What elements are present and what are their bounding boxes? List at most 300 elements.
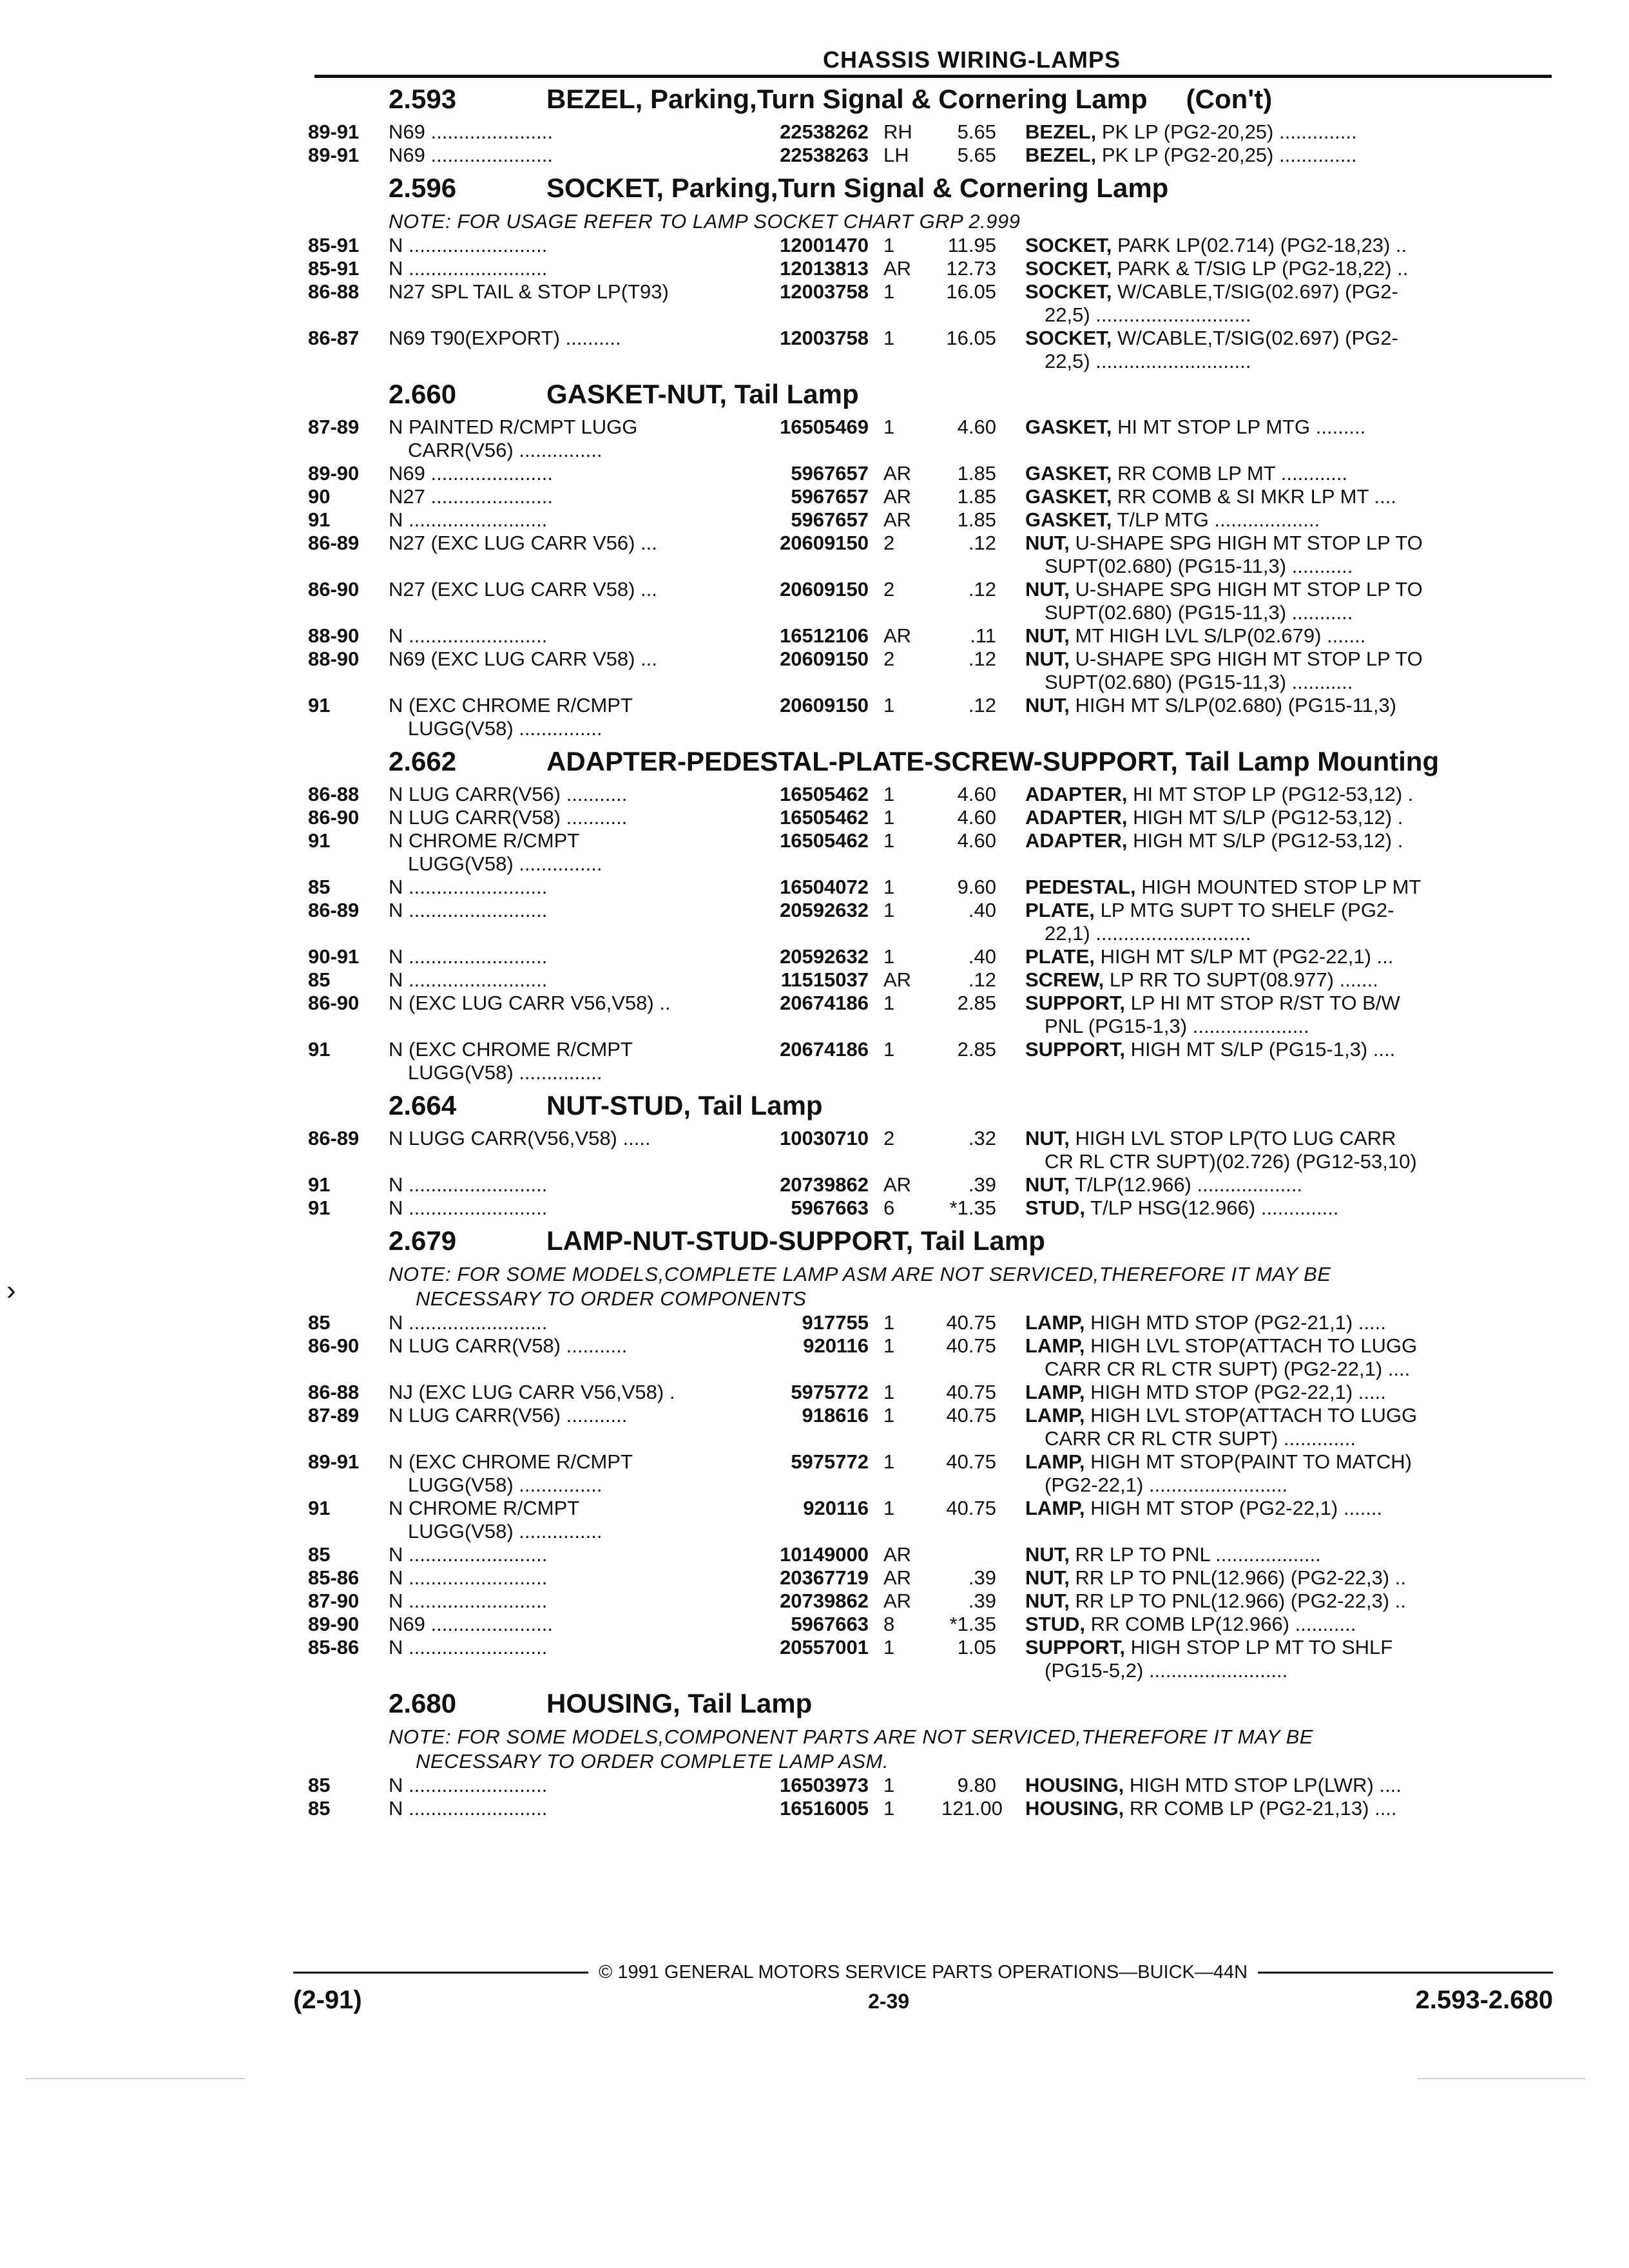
parts-row <box>308 806 1552 829</box>
part-number: 917755 <box>802 1311 869 1334</box>
description-line <box>1025 1566 1406 1589</box>
price: 2.85 <box>957 1038 996 1061</box>
footer-rule-left <box>293 1972 588 1974</box>
note-line: NOTE: FOR USAGE REFER TO LAMP SOCKET CHART GRP 2.999 <box>389 210 1021 233</box>
model-years: 87-89 <box>308 1404 360 1427</box>
model-years: 90-91 <box>308 945 360 968</box>
description-line <box>1025 532 1423 554</box>
quantity: AR <box>883 624 912 647</box>
description-line <box>1025 144 1357 166</box>
price: 9.60 <box>957 876 996 898</box>
description-line <box>1025 1127 1396 1149</box>
part-description <box>1025 968 1552 992</box>
price: 4.60 <box>957 806 996 829</box>
model-usage <box>389 144 749 167</box>
description-line <box>1025 120 1357 143</box>
part-name: GASKET, <box>1025 416 1112 438</box>
model-usage <box>389 234 749 257</box>
part-name: SOCKET, <box>1025 280 1112 303</box>
model-usage <box>389 992 749 1038</box>
quantity: AR <box>883 257 912 280</box>
description-continuation: 22,5) ............................ <box>1045 303 1251 326</box>
parts-row <box>308 485 1552 508</box>
description-line <box>1025 1173 1302 1196</box>
model-usage <box>389 1038 749 1084</box>
description-continuation: CARR CR RL CTR SUPT) ............. <box>1045 1427 1356 1450</box>
price <box>941 1543 1025 1566</box>
quantity: 1 <box>883 416 895 438</box>
description-line <box>1025 992 1400 1014</box>
model-years: 86-88 <box>308 1381 360 1403</box>
part-name: GASKET, <box>1025 462 1112 485</box>
section-number: 2.596 <box>389 173 457 203</box>
price: .12 <box>968 578 996 601</box>
model-usage-line: N ......................... <box>389 1566 548 1589</box>
quantity: 2 <box>883 1127 895 1149</box>
part-number: 22538262 <box>780 120 869 143</box>
part-number: 20609150 <box>780 578 869 601</box>
part-description <box>1025 1774 1552 1797</box>
part-name: ADAPTER, <box>1025 783 1128 805</box>
description-text: U-SHAPE SPG HIGH MT STOP LP TO <box>1075 532 1423 554</box>
quantity: 1 <box>883 1636 895 1658</box>
section-number: 2.679 <box>389 1225 457 1256</box>
parts-row <box>308 578 1552 624</box>
section-title: GASKET-NUT, Tail Lamp <box>546 379 859 409</box>
catalog-page <box>308 45 1552 1820</box>
part-number: 20674186 <box>780 992 869 1014</box>
part-description <box>1025 1334 1552 1381</box>
part-description <box>1025 945 1552 968</box>
part-description <box>1025 120 1552 144</box>
model-years: 85 <box>308 1797 331 1820</box>
parts-row <box>308 257 1552 280</box>
part-name: LAMP, <box>1025 1381 1085 1403</box>
quantity: 1 <box>883 694 895 716</box>
part-number: 11515037 <box>780 968 869 991</box>
quantity: 1 <box>883 327 895 349</box>
model-years: 86-90 <box>308 806 360 829</box>
parts-row <box>308 416 1552 462</box>
section-heading <box>389 1682 1552 1725</box>
part-number: 20674186 <box>780 1038 869 1061</box>
model-usage <box>389 1590 749 1613</box>
part-name: HOUSING, <box>1025 1774 1124 1796</box>
section-number: 2.662 <box>389 746 457 776</box>
model-usage <box>389 508 749 532</box>
footer-copyright: © 1991 GENERAL MOTORS SERVICE PARTS OPERATIONS—BUICK—44N <box>598 1962 1248 1983</box>
model-years: 89-90 <box>308 462 360 485</box>
model-years: 86-89 <box>308 899 360 921</box>
description-line <box>1025 1381 1386 1403</box>
parts-row <box>308 876 1552 899</box>
model-years: 91 <box>308 694 331 716</box>
description-text: HIGH MTD STOP (PG2-22,1) ..... <box>1090 1381 1386 1403</box>
description-line <box>1025 280 1398 303</box>
part-number: 10030710 <box>780 1127 869 1149</box>
parts-row <box>308 280 1552 327</box>
model-usage-line: N69 ...................... <box>389 1613 553 1635</box>
quantity: AR <box>883 1590 912 1612</box>
part-name: SOCKET, <box>1025 257 1112 280</box>
footer-range: 2.593-2.680 <box>1415 1986 1553 2014</box>
section-2-660 <box>308 373 1552 740</box>
description-line <box>1025 1311 1386 1334</box>
part-name: SUPPORT, <box>1025 1636 1126 1658</box>
price: .12 <box>968 968 996 991</box>
model-years: 86-90 <box>308 578 360 601</box>
model-usage <box>389 945 749 968</box>
footer-page-number: 2-39 <box>868 1990 910 2013</box>
footer-rule-right <box>1258 1972 1553 1974</box>
price: 4.60 <box>957 829 996 852</box>
part-number: 5967657 <box>791 508 869 531</box>
part-number: 20592632 <box>780 899 869 921</box>
model-usage <box>389 120 749 144</box>
description-line <box>1025 806 1403 829</box>
part-name: NUT, <box>1025 1590 1070 1612</box>
quantity: AR <box>883 1566 912 1589</box>
parts-row <box>308 694 1552 740</box>
description-text: HI MT STOP LP MTG ......... <box>1117 416 1366 438</box>
section-2-680 <box>308 1682 1552 1820</box>
price: .39 <box>968 1566 996 1589</box>
part-description <box>1025 234 1552 257</box>
quantity: 8 <box>883 1613 895 1635</box>
part-name: NUT, <box>1025 578 1070 601</box>
part-number: 5975772 <box>791 1381 869 1403</box>
part-name: NUT, <box>1025 624 1070 647</box>
price: .12 <box>968 532 996 554</box>
quantity: 1 <box>883 992 895 1014</box>
model-usage-line: N ......................... <box>389 1173 548 1196</box>
quantity: 1 <box>883 806 895 829</box>
quantity: AR <box>883 508 912 531</box>
part-name: GASKET, <box>1025 508 1112 531</box>
price: 1.05 <box>957 1636 996 1658</box>
part-number: 12001470 <box>780 234 869 256</box>
description-line <box>1025 1497 1382 1519</box>
section-2-662 <box>308 740 1552 1084</box>
model-usage-line: LUGG(V58) ............... <box>408 852 602 875</box>
model-usage-line: N PAINTED R/CMPT LUGG <box>389 416 638 438</box>
part-description <box>1025 1038 1552 1084</box>
model-years: 86-88 <box>308 280 360 303</box>
section-title: SOCKET, Parking,Turn Signal & Cornering Lamp <box>546 173 1169 203</box>
model-years: 89-90 <box>308 1613 360 1635</box>
part-number: 5967663 <box>791 1613 869 1635</box>
part-description <box>1025 1127 1552 1173</box>
section-title: LAMP-NUT-STUD-SUPPORT, Tail Lamp <box>546 1225 1045 1256</box>
model-usage-line: LUGG(V58) ............... <box>408 1520 602 1542</box>
model-years: 85 <box>308 1543 331 1566</box>
description-line <box>1025 1334 1417 1357</box>
description-continuation: SUPT(02.680) (PG15-11,3) ........... <box>1045 671 1353 693</box>
model-usage-line: N ......................... <box>389 234 548 256</box>
description-text: RR LP TO PNL(12.966) (PG2-22,3) .. <box>1075 1590 1406 1612</box>
part-description <box>1025 1613 1552 1636</box>
margin-mark: › <box>6 1274 16 1306</box>
model-usage <box>389 1566 749 1590</box>
parts-row <box>308 1566 1552 1590</box>
part-number: 5975772 <box>791 1450 869 1473</box>
description-text: T/LP(12.966) ................... <box>1074 1173 1303 1196</box>
description-line <box>1025 327 1398 349</box>
description-text: PARK & T/SIG LP (PG2-18,22) .. <box>1117 257 1409 280</box>
quantity: 1 <box>883 1450 895 1473</box>
part-number: 16505462 <box>780 783 869 805</box>
model-years: 87-90 <box>308 1590 360 1612</box>
model-usage-line: N LUG CARR(V56) ........... <box>389 1404 628 1427</box>
description-text: HIGH LVL STOP(ATTACH TO LUGG <box>1090 1334 1418 1357</box>
part-description <box>1025 1590 1552 1613</box>
part-description <box>1025 1566 1552 1590</box>
description-text: HI MT STOP LP (PG12-53,12) . <box>1133 783 1414 805</box>
model-usage-line: N ......................... <box>389 945 548 968</box>
description-continuation: SUPT(02.680) (PG15-11,3) ........... <box>1045 555 1353 577</box>
description-continuation: 22,1) ............................ <box>1045 922 1251 945</box>
part-description <box>1025 1636 1552 1682</box>
price: 40.75 <box>946 1450 996 1473</box>
part-name: LAMP, <box>1025 1404 1085 1427</box>
part-description <box>1025 1450 1552 1497</box>
quantity: 1 <box>883 945 895 968</box>
price: 9.80 <box>957 1774 996 1796</box>
quantity: AR <box>883 1543 912 1566</box>
quantity: 1 <box>883 1334 895 1357</box>
parts-row <box>308 1590 1552 1613</box>
part-name: PLATE, <box>1025 945 1095 968</box>
parts-row <box>308 120 1552 144</box>
description-line <box>1025 1613 1356 1635</box>
model-usage <box>389 1450 749 1497</box>
section-title: ADAPTER-PEDESTAL-PLATE-SCREW-SUPPORT, Tail Lamp Mounting <box>546 746 1440 776</box>
quantity: 1 <box>883 280 895 303</box>
model-usage-line: N69 T90(EXPORT) .......... <box>389 327 621 349</box>
part-number: 12013813 <box>780 257 869 280</box>
part-number: 20739862 <box>780 1173 869 1196</box>
description-text: U-SHAPE SPG HIGH MT STOP LP TO <box>1075 578 1423 601</box>
model-years: 85 <box>308 876 331 898</box>
price: 16.05 <box>946 280 996 303</box>
part-description <box>1025 1311 1552 1334</box>
model-years: 86-87 <box>308 327 360 349</box>
parts-row <box>308 1450 1552 1497</box>
part-number: 5967657 <box>791 462 869 485</box>
quantity: AR <box>883 1173 912 1196</box>
description-text: U-SHAPE SPG HIGH MT STOP LP TO <box>1075 648 1423 670</box>
part-number: 5967657 <box>791 485 869 508</box>
description-line <box>1025 1636 1393 1658</box>
part-name: ADAPTER, <box>1025 829 1128 852</box>
model-usage <box>389 578 749 624</box>
parts-row <box>308 462 1552 485</box>
model-usage <box>389 829 749 876</box>
description-text: HIGH LVL STOP LP(TO LUG CARR <box>1075 1127 1396 1149</box>
part-name: SUPPORT, <box>1025 1038 1126 1061</box>
quantity: AR <box>883 968 912 991</box>
quantity: 2 <box>883 532 895 554</box>
part-description <box>1025 806 1552 829</box>
model-years: 89-91 <box>308 144 360 166</box>
part-number: 20592632 <box>780 945 869 968</box>
description-line <box>1025 876 1421 898</box>
quantity: 1 <box>883 876 895 898</box>
part-name: SUPPORT, <box>1025 992 1126 1014</box>
price: 4.60 <box>957 416 996 438</box>
price: .40 <box>968 899 996 921</box>
part-number: 16505469 <box>780 416 869 438</box>
part-number: 10149000 <box>780 1543 869 1566</box>
model-usage-line: N ......................... <box>389 1311 548 1334</box>
model-usage-line: N ......................... <box>389 1797 548 1820</box>
part-name: NUT, <box>1025 1543 1070 1566</box>
part-description <box>1025 532 1552 578</box>
parts-row <box>308 1381 1552 1404</box>
quantity: 1 <box>883 234 895 256</box>
description-line <box>1025 1450 1412 1473</box>
model-usage-line: N ......................... <box>389 1543 548 1566</box>
description-text: RR COMB LP (PG2-21,13) .... <box>1129 1797 1397 1820</box>
quantity: 1 <box>883 783 895 805</box>
parts-row <box>308 1038 1552 1084</box>
model-years: 85 <box>308 1774 331 1796</box>
part-description <box>1025 578 1552 624</box>
section-note <box>389 1262 1552 1311</box>
description-text: HIGH MT S/LP (PG12-53,12) . <box>1133 829 1403 852</box>
model-years: 87-89 <box>308 416 360 438</box>
parts-row <box>308 829 1552 876</box>
model-usage-line: N LUGG CARR(V56,V58) ..... <box>389 1127 651 1149</box>
part-number: 16516005 <box>780 1797 869 1820</box>
description-text: PARK LP(02.714) (PG2-18,23) .. <box>1117 234 1407 256</box>
price: 16.05 <box>946 327 996 349</box>
price: *1.35 <box>949 1613 996 1635</box>
parts-row <box>308 327 1552 373</box>
model-usage-line: N (EXC CHROME R/CMPT <box>389 694 633 716</box>
part-number: 20609150 <box>780 648 869 670</box>
part-number: 920116 <box>803 1334 869 1357</box>
parts-row <box>308 1311 1552 1334</box>
part-name: NUT, <box>1025 648 1070 670</box>
part-description <box>1025 280 1552 327</box>
section-continued: (Con't) <box>1186 84 1273 114</box>
price: 5.65 <box>957 120 996 143</box>
model-usage-line: N27 (EXC LUG CARR V58) ... <box>389 578 657 601</box>
parts-row <box>308 532 1552 578</box>
price: .12 <box>968 694 996 716</box>
model-usage <box>389 624 749 648</box>
footer-copyright-line <box>293 1962 1553 1983</box>
model-years: 85 <box>308 968 331 991</box>
parts-row <box>308 1613 1552 1636</box>
model-years: 89-91 <box>308 120 360 143</box>
part-number: 12003758 <box>780 280 869 303</box>
part-name: LAMP, <box>1025 1334 1085 1357</box>
model-usage-line: N27 ...................... <box>389 485 553 508</box>
model-usage-line: LUGG(V58) ............... <box>408 717 602 740</box>
section-2-596 <box>308 167 1552 373</box>
part-description <box>1025 992 1552 1038</box>
section-note <box>389 1725 1552 1774</box>
model-usage-line: N ......................... <box>389 1636 548 1658</box>
section-number: 2.664 <box>389 1090 457 1120</box>
description-text: LP MTG SUPT TO SHELF (PG2- <box>1100 899 1394 921</box>
model-usage-line: N ......................... <box>389 508 548 531</box>
description-line <box>1025 945 1393 968</box>
model-years: 91 <box>308 1497 331 1519</box>
model-usage <box>389 280 749 327</box>
model-usage-line: N CHROME R/CMPT <box>389 1497 580 1519</box>
model-usage-line: N ......................... <box>389 968 548 991</box>
page-title: CHASSIS WIRING-LAMPS <box>822 46 1121 73</box>
model-usage <box>389 806 749 829</box>
model-usage-line: N ......................... <box>389 876 548 898</box>
description-text: HIGH MT STOP (PG2-22,1) ....... <box>1090 1497 1383 1519</box>
model-years: 91 <box>308 508 331 531</box>
price: 40.75 <box>946 1404 996 1427</box>
part-number: 20367719 <box>780 1566 869 1589</box>
model-usage-line: N69 (EXC LUG CARR V58) ... <box>389 648 657 670</box>
description-line <box>1025 624 1365 647</box>
description-text: T/LP HSG(12.966) .............. <box>1090 1196 1339 1219</box>
section-heading <box>389 740 1552 783</box>
part-number: 20609150 <box>780 532 869 554</box>
description-text: RR COMB LP MT ............ <box>1117 462 1348 485</box>
description-line <box>1025 899 1394 921</box>
part-name: NUT, <box>1025 1127 1070 1149</box>
description-text: LP RR TO SUPT(08.977) ....... <box>1109 968 1378 991</box>
model-usage <box>389 1543 749 1566</box>
part-name: NUT, <box>1025 532 1070 554</box>
model-years: 91 <box>308 1173 331 1196</box>
description-continuation: CARR CR RL CTR SUPT) (PG2-22,1) .... <box>1045 1358 1411 1380</box>
description-text: HIGH MTD STOP LP(LWR) .... <box>1129 1774 1402 1796</box>
quantity: 1 <box>883 1774 895 1796</box>
part-description <box>1025 694 1552 740</box>
model-years: 86-89 <box>308 532 360 554</box>
price: 40.75 <box>946 1334 996 1357</box>
part-description <box>1025 485 1552 508</box>
description-continuation: PNL (PG15-1,3) ..................... <box>1045 1015 1309 1037</box>
part-description <box>1025 783 1552 806</box>
description-line <box>1025 1797 1397 1820</box>
description-continuation: (PG2-22,1) ......................... <box>1045 1474 1288 1496</box>
model-usage <box>389 648 749 694</box>
section-heading <box>389 167 1552 209</box>
quantity: 6 <box>883 1196 895 1219</box>
description-line <box>1025 257 1408 280</box>
model-usage <box>389 968 749 992</box>
price: .39 <box>968 1590 996 1612</box>
description-continuation: SUPT(02.680) (PG15-11,3) ........... <box>1045 601 1353 624</box>
model-usage <box>389 1613 749 1636</box>
section-2-664 <box>308 1084 1552 1220</box>
price: 1.85 <box>957 508 996 531</box>
model-usage-line: N ......................... <box>389 899 548 921</box>
description-continuation: 22,5) ............................ <box>1045 350 1251 372</box>
quantity: 1 <box>883 1797 895 1820</box>
part-number: 16505462 <box>780 829 869 852</box>
parts-row <box>308 508 1552 532</box>
model-usage <box>389 485 749 508</box>
quantity: 1 <box>883 829 895 852</box>
scan-artifact-left <box>26 2078 245 2079</box>
quantity: 1 <box>883 1404 895 1427</box>
description-line <box>1025 1590 1406 1612</box>
note-line: NECESSARY TO ORDER COMPONENTS <box>416 1287 807 1310</box>
part-name: NUT, <box>1025 694 1070 716</box>
